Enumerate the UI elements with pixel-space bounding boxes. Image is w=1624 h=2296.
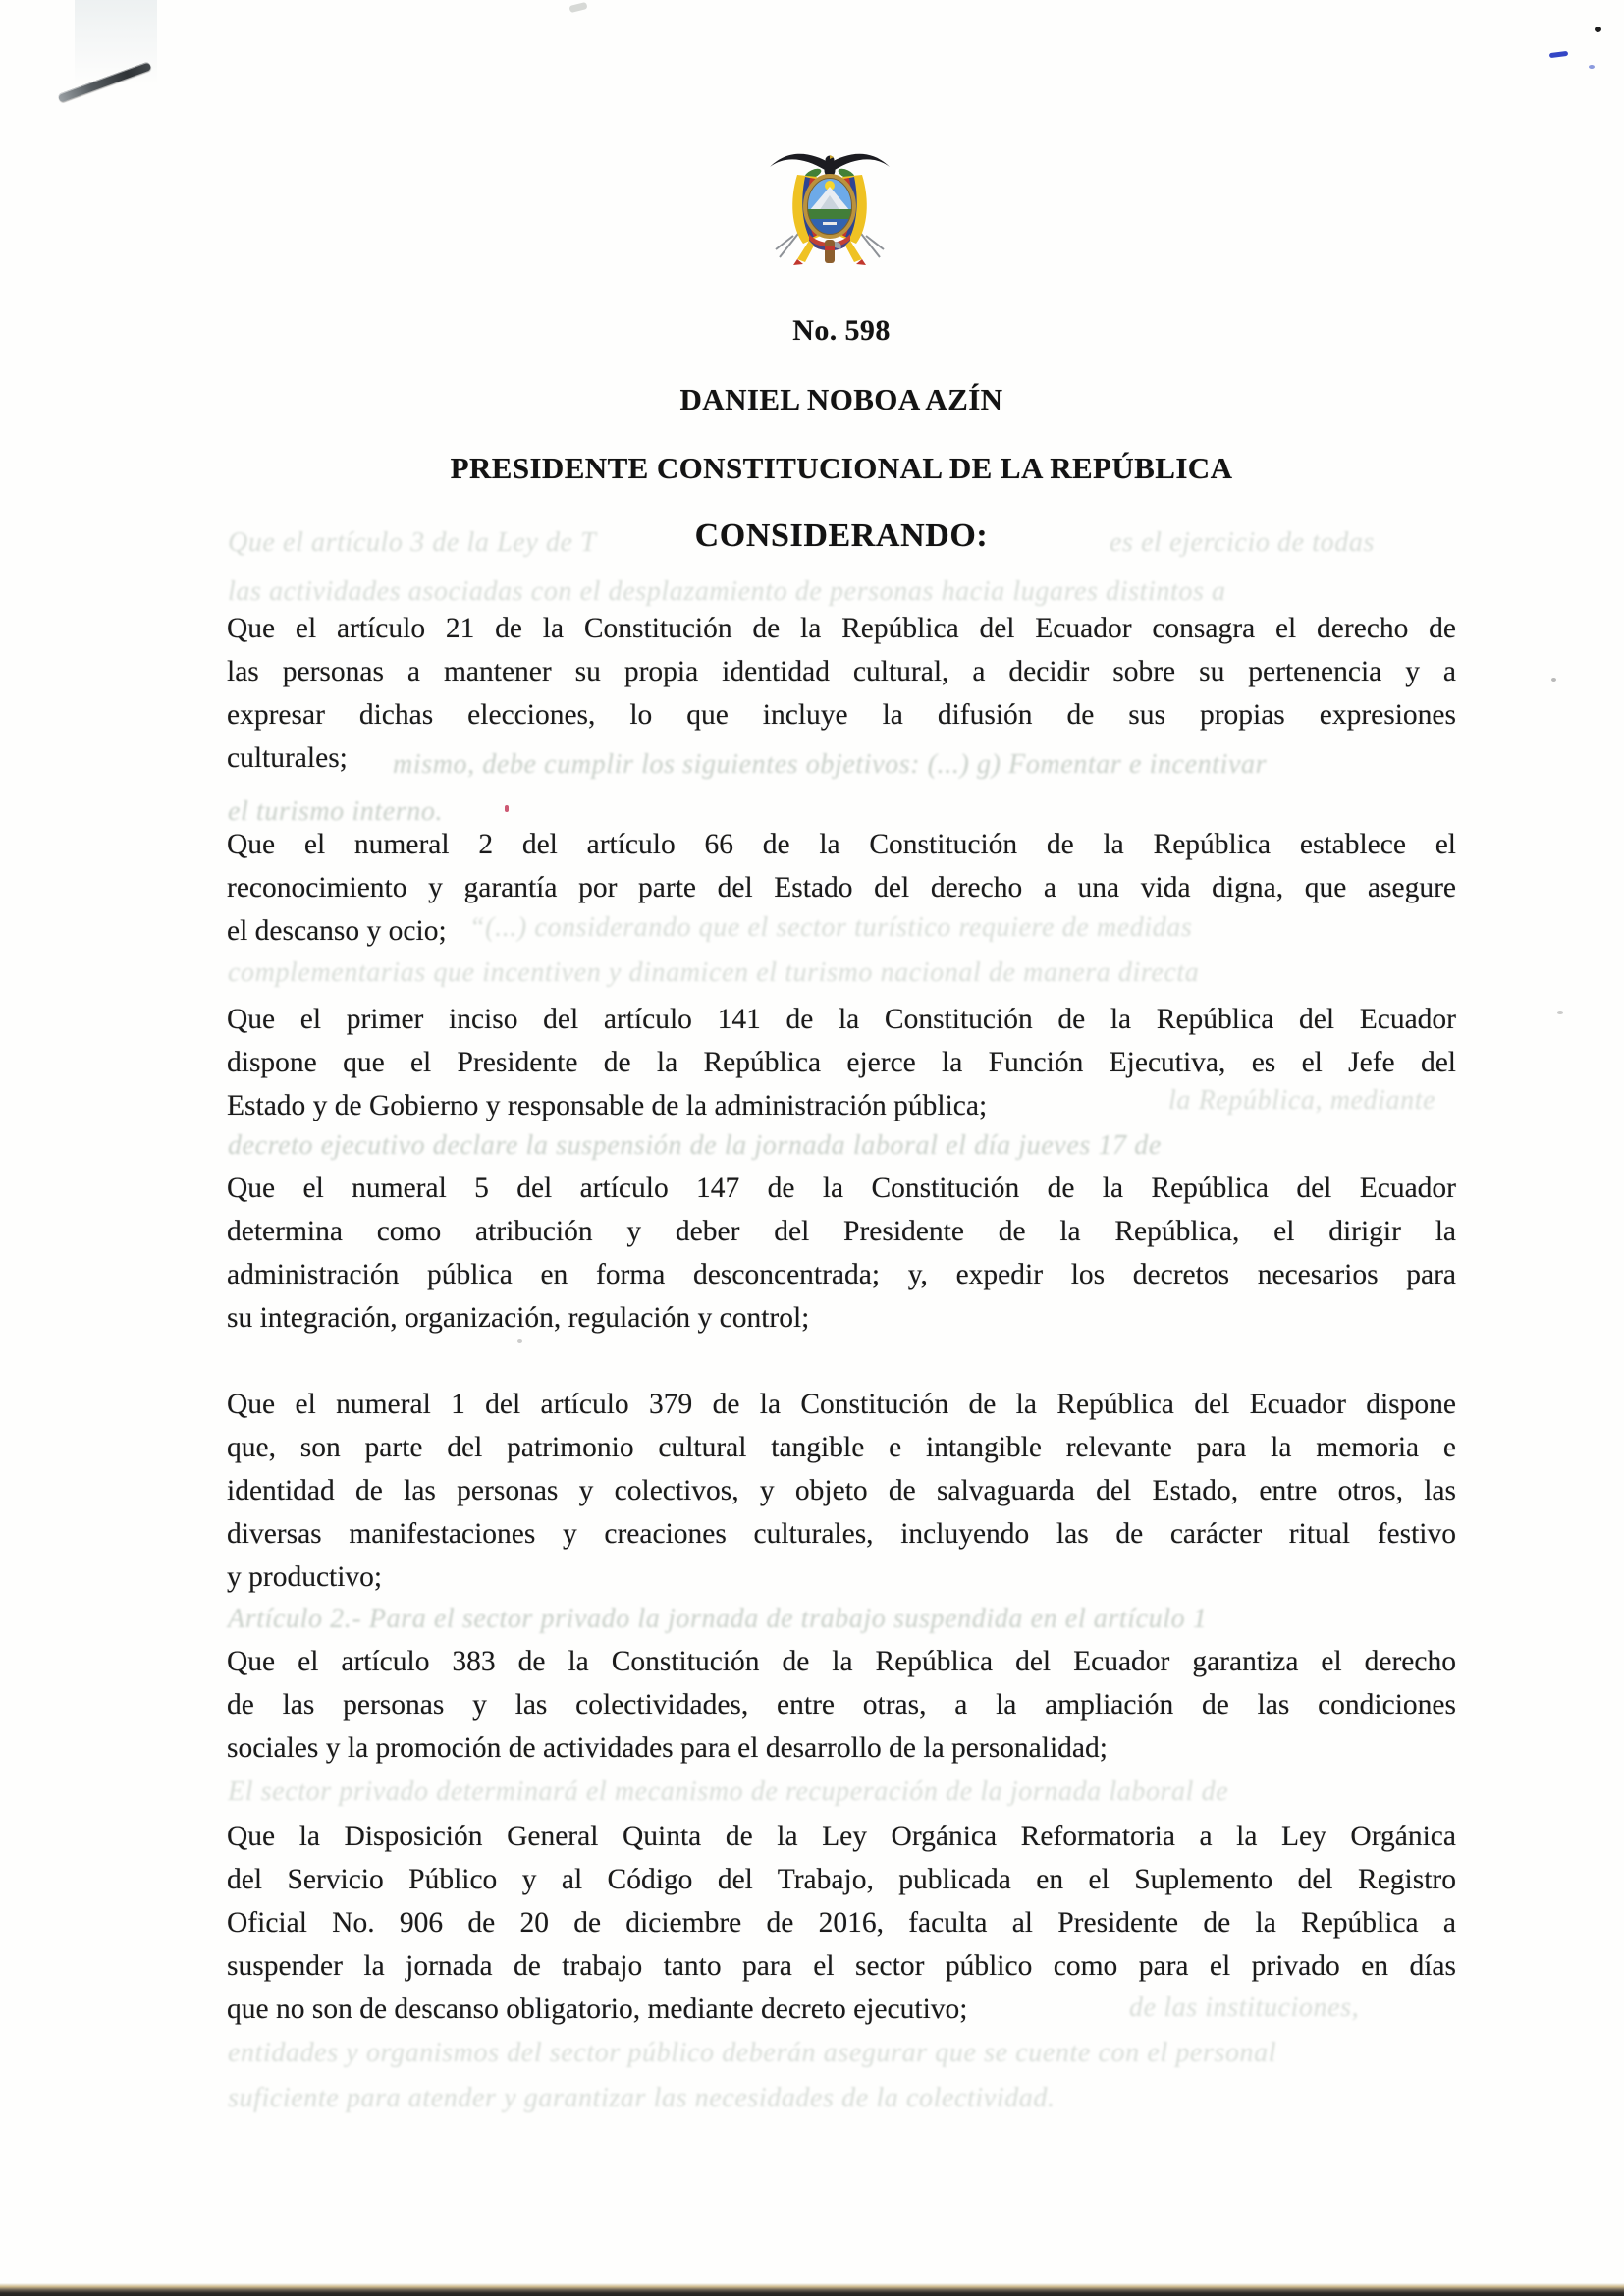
ink-speck-gray bbox=[568, 2, 587, 13]
president-name: DANIEL NOBOA AZÍN bbox=[679, 382, 1003, 416]
bleedthrough-text: mismo, debe cumplir los siguientes objetivos: (...) g) Fomentar e incentivar bbox=[393, 749, 1268, 780]
bleedthrough-text: “(...) considerando que el sector turístico requiere de medidas bbox=[469, 912, 1193, 943]
condor-icon bbox=[770, 154, 890, 178]
bleedthrough-text: las actividades asociadas con el desplazamiento de personas hacia lugares distintos a bbox=[228, 576, 1226, 607]
ink-speck-gray bbox=[517, 1339, 522, 1343]
paragraph-line: Que el artículo 21 de la Constitución de la República del Ecuador consagra el derecho de bbox=[227, 613, 1456, 644]
pen-mark-blue bbox=[1549, 51, 1568, 58]
bleedthrough-text: El sector privado determinará el mecanismo de recuperación de la jornada laboral de bbox=[228, 1777, 1229, 1807]
ecuador-coat-of-arms bbox=[764, 143, 895, 281]
paragraph-line: del Servicio Público y al Código del Trabajo, publicada en el Suplemento del Registro bbox=[227, 1864, 1456, 1895]
bleedthrough-text: Que el artículo 3 de la Ley de T bbox=[228, 527, 597, 558]
paragraph-line: que no son de descanso obligatorio, mediante decreto ejecutivo; bbox=[227, 1994, 968, 2025]
paragraph-line: Que el numeral 2 del artículo 66 de la Constitución de la República establece el bbox=[227, 829, 1456, 860]
paragraph-line: dispone que el Presidente de la República ejerce la Función Ejecutiva, es el Jefe del bbox=[227, 1047, 1456, 1078]
paragraph-line: determina como atribución y deber del Presidente de la República, el dirigir la bbox=[227, 1216, 1456, 1247]
bleedthrough-text: Artículo 2.- Para el sector privado la jornada de trabajo suspendida en el artículo 1 bbox=[228, 1604, 1208, 1634]
decree-paragraph bbox=[227, 1640, 1456, 1770]
bleedthrough-text: es el ejercicio de todas bbox=[1110, 527, 1375, 558]
paragraph-line: el descanso y ocio; bbox=[227, 915, 447, 947]
ink-speck-gray bbox=[1551, 678, 1556, 682]
paragraph-line: que, son parte del patrimonio cultural tangible e intangible relevante para la memoria e bbox=[227, 1432, 1456, 1463]
bleedthrough-text: el turismo interno. bbox=[228, 796, 444, 827]
paragraph-line: expresar dichas elecciones, lo que incluye la difusión de sus propias expresiones bbox=[227, 699, 1456, 731]
bleedthrough-text: suficiente para atender y garantizar las necesidades de la colectividad. bbox=[228, 2083, 1056, 2113]
ink-speck-gray bbox=[1557, 1011, 1563, 1014]
paragraph-line: Que el numeral 5 del artículo 147 de la Constitución de la República del Ecuador bbox=[227, 1173, 1456, 1204]
paragraph-line: Que el numeral 1 del artículo 379 de la Constitución de la República del Ecuador dispone bbox=[227, 1389, 1456, 1420]
scanner-edge-line bbox=[0, 2283, 1624, 2296]
paragraph-line: suspender la jornada de trabajo tanto para el sector público como para el privado en días bbox=[227, 1950, 1456, 1982]
decree-number: No. 598 bbox=[792, 314, 891, 347]
paragraph-line: administración pública en forma desconcentrada; y, expedir los decretos necesarios para bbox=[227, 1259, 1456, 1290]
decree-paragraph bbox=[227, 1815, 1456, 2031]
bleedthrough-text: complementarias que incentiven y dinamicen el turismo nacional de manera directa bbox=[228, 957, 1200, 988]
ink-speck-red bbox=[505, 805, 509, 812]
paragraph-line: de las personas y las colectividades, entre otras, a la ampliación de las condiciones bbox=[227, 1689, 1456, 1721]
decree-paragraph bbox=[227, 823, 1456, 953]
paragraph-line: Que el primer inciso del artículo 141 de la Constitución de la República del Ecuador bbox=[227, 1004, 1456, 1035]
decree-paragraph bbox=[227, 607, 1456, 780]
bleedthrough-text: la República, mediante bbox=[1168, 1085, 1436, 1116]
considerando-heading: CONSIDERANDO: bbox=[694, 518, 989, 554]
decree-paragraph bbox=[227, 998, 1456, 1127]
ink-speck-blue bbox=[1589, 65, 1595, 69]
paragraph-line: Oficial No. 906 de 20 de diciembre de 2016, faculta al Presidente de la República a bbox=[227, 1907, 1456, 1939]
decree-paragraph bbox=[227, 1383, 1456, 1599]
bleedthrough-text: decreto ejecutivo declare la suspensión de la jornada laboral el día jueves 17 de bbox=[228, 1130, 1162, 1161]
oval-landscape bbox=[805, 176, 854, 238]
paragraph-line: Que el artículo 383 de la Constitución de la República del Ecuador garantiza el derecho bbox=[227, 1646, 1456, 1677]
paragraph-line: Que la Disposición General Quinta de la Ley Orgánica Reformatoria a la Ley Orgánica bbox=[227, 1821, 1456, 1852]
bleedthrough-text: de las instituciones, bbox=[1129, 1993, 1360, 2023]
paragraph-line: diversas manifestaciones y creaciones culturales, incluyendo las de carácter ritual festivo bbox=[227, 1518, 1456, 1550]
president-title: PRESIDENTE CONSTITUCIONAL DE LA REPÚBLICA bbox=[450, 451, 1233, 485]
paragraph-line: las personas a mantener su propia identidad cultural, a decidir sobre su pertenencia y a bbox=[227, 656, 1456, 687]
paragraph-line: reconocimiento y garantía por parte del Estado del derecho a una vida digna, que asegure bbox=[227, 872, 1456, 903]
paragraph-line: su integración, organización, regulación y control; bbox=[227, 1302, 810, 1334]
paragraph-line: culturales; bbox=[227, 742, 348, 774]
bleedthrough-text: entidades y organismos del sector público deberán asegurar que se cuente con el personal bbox=[228, 2038, 1277, 2068]
paragraph-line: sociales y la promoción de actividades para el desarrollo de la personalidad; bbox=[227, 1732, 1108, 1764]
ink-speck-black bbox=[1595, 27, 1601, 32]
decree-paragraph bbox=[227, 1167, 1456, 1339]
paragraph-line: identidad de las personas y colectivos, y objeto de salvaguarda del Estado, entre otros, las bbox=[227, 1475, 1456, 1506]
paragraph-line: Estado y de Gobierno y responsable de la administración pública; bbox=[227, 1090, 988, 1121]
paragraph-line: y productivo; bbox=[227, 1561, 383, 1593]
